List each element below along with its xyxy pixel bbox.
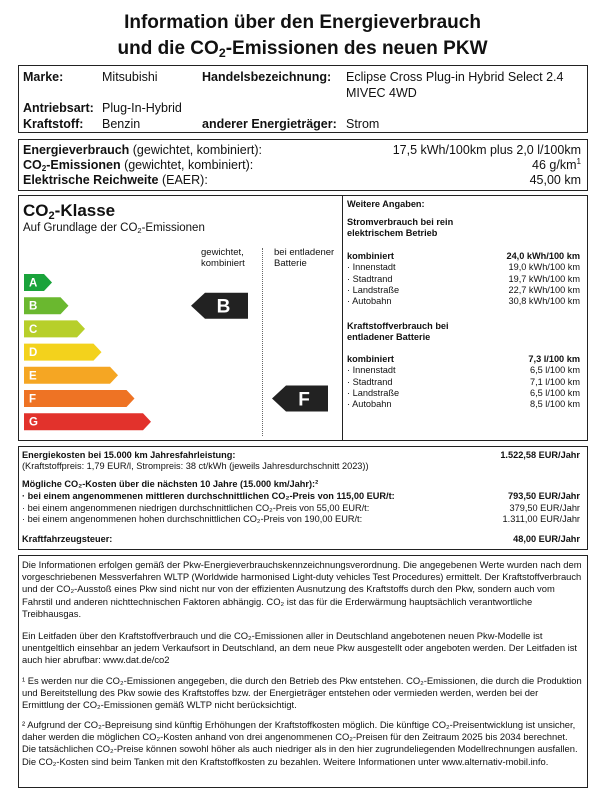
consumption-row-value: 30,8 kWh/100 km [508, 296, 580, 307]
class-bar-f [24, 390, 135, 407]
discharged-col-label-1: bei entladener [274, 247, 335, 258]
consumption-row-value: 22,7 kWh/100 km [508, 284, 580, 295]
weighted-col-label-2: kombiniert [201, 258, 245, 269]
footer-paragraph-1: Die Informationen erfolgen gemäß der Pkw-Energieverbrauchskennzeichnungsverordnung. Die angegebenen Werte wurden nach dem vorgeschriebenen Messverfahren WLTP (Worldwide harmonised Light-duty vehicles Test Procedures) ermittelt. Der Kraftstoffverbrauch und der CO₂-Ausstoß eines Pkw sind nicht nur von der effizienten Ausnutzung des Kraftstoffs durch den Pkw, sondern auch vom Fahrstil und anderen nichttechnischen Faktoren abhängig. CO₂ ist das für die Erderwärmung hauptsächlich verantwortliche Treibhausgas. [22, 559, 582, 619]
class-bar-e [24, 367, 118, 384]
consumption-row-value: 19,7 kWh/100 km [508, 273, 580, 284]
electric-range-value: 45,00 km [529, 173, 581, 187]
consumption-row-label: · Landstraße [347, 284, 400, 295]
co2-emission-value: 46 $g/km^1$ [532, 157, 581, 173]
trade-value-2: MIVEC 4WD [346, 86, 417, 100]
co2-emission-label: $CO_2$-Emissionen (gewichtet, kombiniert): [23, 158, 254, 174]
drive-label: Antriebsart: [23, 101, 94, 115]
fuel-label: Kraftstoff: [23, 117, 84, 131]
electric-heading-2: elektrischem Betrieb [347, 228, 438, 238]
co2-costs-heading: Mögliche CO₂-Kosten über die nächsten 10 Jahre (15.000 km/Jahr):² [22, 479, 319, 489]
consumption-row-label: kombiniert [347, 251, 394, 261]
class-letter-a: A [29, 277, 38, 290]
class-letter-d: D [29, 347, 38, 360]
trade-value-1: Eclipse Cross Plug-in Hybrid Select 2.4 [346, 70, 564, 84]
co2-cost-high-label: · bei einem angenommenen hohen durchschnittlichen CO₂-Preis von 190,00 EUR/t: [22, 514, 363, 524]
consumption-row-label: · Autobahn [347, 399, 392, 410]
make-value: Mitsubishi [102, 70, 158, 84]
vehicle-tax-value: 48,00 EUR/Jahr [513, 534, 580, 544]
class-letter-c: C [29, 323, 38, 336]
consumption-row-label: kombiniert [347, 354, 394, 364]
weighted-col-label-1: gewichtet, [201, 247, 244, 258]
co2-cost-mid-label: · bei einem angenommenen mittleren durchschnittlichen CO₂-Preis von 115,00 EUR/t: [22, 491, 395, 501]
consumption-row-label: · Landstraße [347, 387, 400, 398]
energy-costs-label: Energiekosten bei 15.000 km Jahresfahrleistung: [22, 450, 236, 460]
footer-note-1: ¹ Es werden nur die CO₂-Emissionen angegeben, die durch den Betrieb des Pkw entstehen. CO₂-Emissionen, die durch die Produktion und Bereitstellung des Pkw sowie des Kraftstoffes bzw. der Energieträger entstehen oder vermieden werden, werden bei der Ermittlung der CO₂-Emissionen gemäß WLTP nicht berücksichtigt. [22, 675, 582, 711]
consumption-row-label: · Stadtrand [347, 273, 393, 284]
make-label: Marke: [23, 70, 64, 84]
vehicle-tax-label: Kraftfahrzeugsteuer: [22, 534, 113, 544]
other-energy-value: Strom [346, 117, 380, 131]
co2-class-heading: $CO_2$-Klasse [23, 201, 116, 222]
discharged-col-label-2: Batterie [274, 258, 307, 269]
fuel-heading-2: entladener Batterie [347, 332, 431, 342]
consumption-row-label: · Stadtrand [347, 376, 393, 387]
discharged-class-arrow-letter: F [298, 389, 310, 411]
page-subtitle: und die $CO_2$-Emissionen des neuen PKW [117, 38, 488, 61]
electric-heading-1: Stromverbrauch bei rein [347, 217, 454, 227]
other-energy-label: anderer Energieträger: [202, 117, 337, 131]
class-letter-f: F [29, 393, 37, 406]
energy-costs-note: (Kraftstoffpreis: 1,79 EUR/l, Strompreis: 38 ct/kWh (jeweils Jahresdurchschnitt 2023)) [22, 461, 369, 471]
co2-cost-mid-value: 793,50 EUR/Jahr [507, 491, 580, 501]
page-title: Information über den Energieverbrauch [124, 12, 481, 33]
co2-class-subheading: Auf Grundlage der $CO_2$-Emissionen [23, 222, 205, 235]
weighted-class-arrow-letter: B [216, 296, 231, 318]
fuel-value: Benzin [102, 117, 141, 131]
consumption-row-value: 19,0 kWh/100 km [508, 262, 580, 273]
class-letter-e: E [29, 370, 37, 383]
co2-cost-high-value: 1.311,00 EUR/Jahr [502, 514, 580, 524]
electric-range-label: Elektrische Reichweite (EAER): [23, 173, 208, 187]
class-letter-g: G [29, 416, 38, 429]
consumption-row-value: 6,5 l/100 km [529, 387, 580, 398]
energy-costs-value: 1.522,58 EUR/Jahr [500, 450, 580, 460]
consumption-row-value: 6,5 l/100 km [529, 365, 580, 376]
consumption-row-label: · Innenstadt [347, 262, 396, 273]
consumption-row-value: 7,1 l/100 km [529, 376, 580, 387]
footer-note-2: ² Aufgrund der CO₂-Bepreisung sind künftig Erhöhungen der Kraftstoffkosten möglich. Die künftige CO₂-Preisentwicklung ist unsicher, daher werden die möglichen CO₂-Kosten anhand von drei angenommenen CO₂-Preisen für den Zeitraum 2025 bis 2034 berechnet. Die tatsächlichen CO₂-Preise können sowohl höher als auch niedriger als in den hier zugrundeliegenden Modellrechnungen ausfallen. Die CO₂-Kosten sind beim Tanken mit den Kraftstoffkosten zu bezahlen. Weitere Informationen unter www.alternativ-mobil.info. [22, 719, 578, 767]
footer-paragraph-2: Ein Leitfaden über den Kraftstoffverbrauch und die CO₂-Emissionen aller in Deutschland angebotenen neuen Pkw-Modelle ist unentgeltlich einsehbar an jedem Verkaufsort in Deutschland, an dem neue Pkw ausgestellt oder angeboten werden. Der Leitfaden ist auch hier abrufbar: www.dat.de/co2 [22, 630, 578, 666]
consumption-row-value: 24,0 kWh/100 km [506, 251, 580, 261]
drive-value: Plug-In-Hybrid [102, 101, 182, 115]
consumption-row-label: · Autobahn [347, 296, 392, 307]
trade-label: Handelsbezeichnung: [202, 70, 332, 84]
class-letter-b: B [29, 300, 38, 313]
class-bar-g [24, 413, 151, 430]
further-title: Weitere Angaben: [347, 199, 425, 209]
consumption-row-value: 7,3 l/100 km [528, 354, 580, 364]
consumption-row-value: 8,5 l/100 km [529, 399, 580, 410]
co2-cost-low-label: · bei einem angenommenen niedrigen durchschnittlichen CO₂-Preis von 55,00 EUR/t: [22, 503, 370, 513]
co2-cost-low-value: 379,50 EUR/Jahr [509, 503, 580, 513]
energy-consumption-value: 17,5 kWh/100km plus 2,0 l/100km [392, 143, 581, 157]
energy-consumption-label: Energieverbrauch (gewichtet, kombiniert): [23, 143, 262, 157]
consumption-row-label: · Innenstadt [347, 365, 396, 376]
fuel-heading-1: Kraftstoffverbrauch bei [347, 321, 449, 331]
